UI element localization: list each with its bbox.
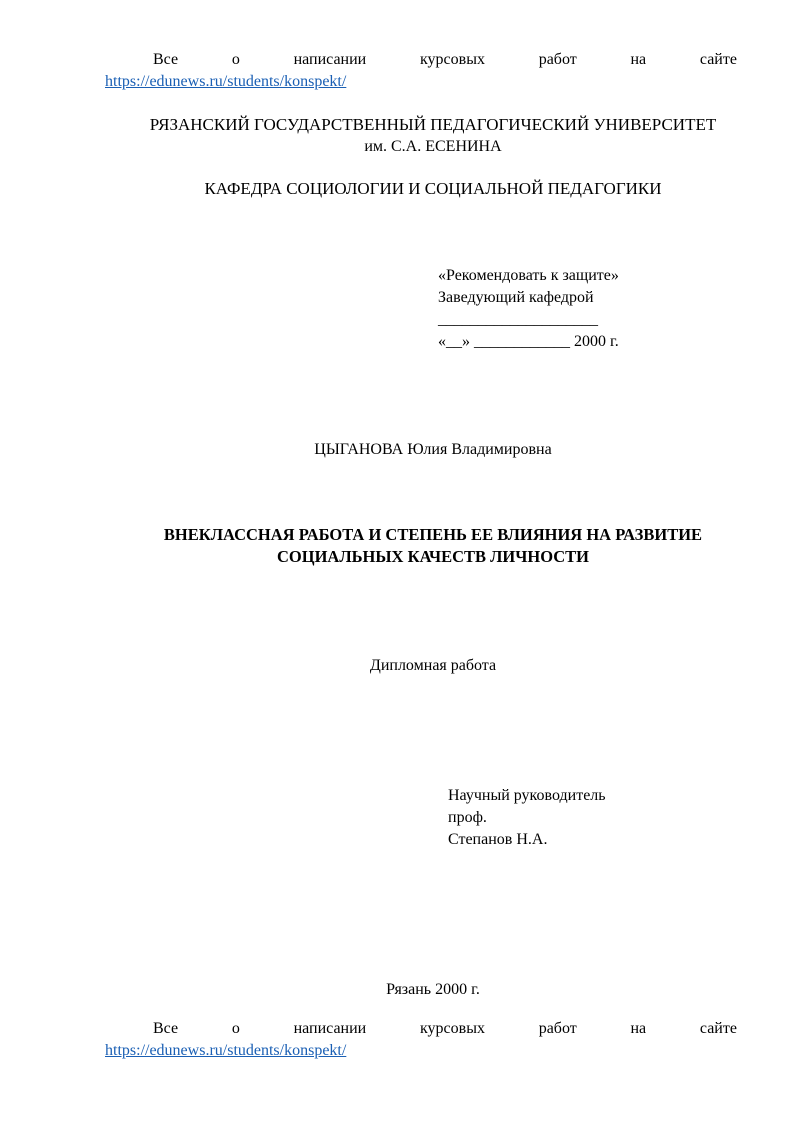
department-name: КАФЕДРА СОЦИОЛОГИИ И СОЦИАЛЬНОЙ ПЕДАГОГИКИ (204, 179, 662, 198)
approval-signature-line: ____________________ (438, 311, 598, 328)
city-year: Рязань 2000 г. (386, 981, 480, 998)
banner-word: о (231, 1020, 240, 1037)
approval-recommend: «Рекомендовать к защите» (438, 267, 619, 284)
supervisor-role: Научный руководитель (448, 787, 606, 804)
banner-word: курсовых (420, 1020, 485, 1037)
university-named-after: им. С.А. ЕСЕНИНА (364, 138, 502, 155)
banner-word: работ (538, 51, 577, 68)
banner-word: о (231, 51, 240, 68)
university-name: РЯЗАНСКИЙ ГОСУДАРСТВЕННЫЙ ПЕДАГОГИЧЕСКИЙ УНИВЕРСИТЕТ (149, 115, 717, 134)
approval-block (438, 265, 619, 353)
supervisor-name: Степанов Н.А. (448, 831, 548, 848)
header-banner-text (153, 50, 737, 70)
approval-head: Заведующий кафедрой (438, 289, 594, 306)
footer-banner-text (153, 1019, 737, 1039)
thesis-title-line-2: СОЦИАЛЬНЫХ КАЧЕСТВ ЛИЧНОСТИ (276, 547, 590, 566)
supervisor-degree: проф. (448, 809, 487, 826)
banner-word: сайте (699, 51, 737, 68)
banner-word: написании (293, 51, 367, 68)
footer-banner-link[interactable]: https://edunews.ru/students/konspekt/ (105, 1042, 347, 1059)
header-banner-link[interactable]: https://edunews.ru/students/konspekt/ (105, 73, 347, 90)
banner-word: написании (293, 1020, 367, 1037)
banner-word: сайте (699, 1020, 737, 1037)
banner-word: курсовых (420, 51, 485, 68)
approval-date-line: «__» ____________ 2000 г. (438, 333, 619, 350)
thesis-title-line-1: ВНЕКЛАССНАЯ РАБОТА И СТЕПЕНЬ ЕЕ ВЛИЯНИЯ НА РАЗВИТИЕ (163, 525, 703, 544)
banner-word: работ (538, 1020, 577, 1037)
banner-word: Все (153, 1020, 179, 1037)
banner-word: на (630, 51, 647, 68)
supervisor-block (448, 785, 606, 851)
work-type: Дипломная работа (369, 657, 497, 674)
banner-word: на (630, 1020, 647, 1037)
author-name: ЦЫГАНОВА Юлия Владимировна (314, 441, 552, 458)
banner-word: Все (153, 51, 179, 68)
